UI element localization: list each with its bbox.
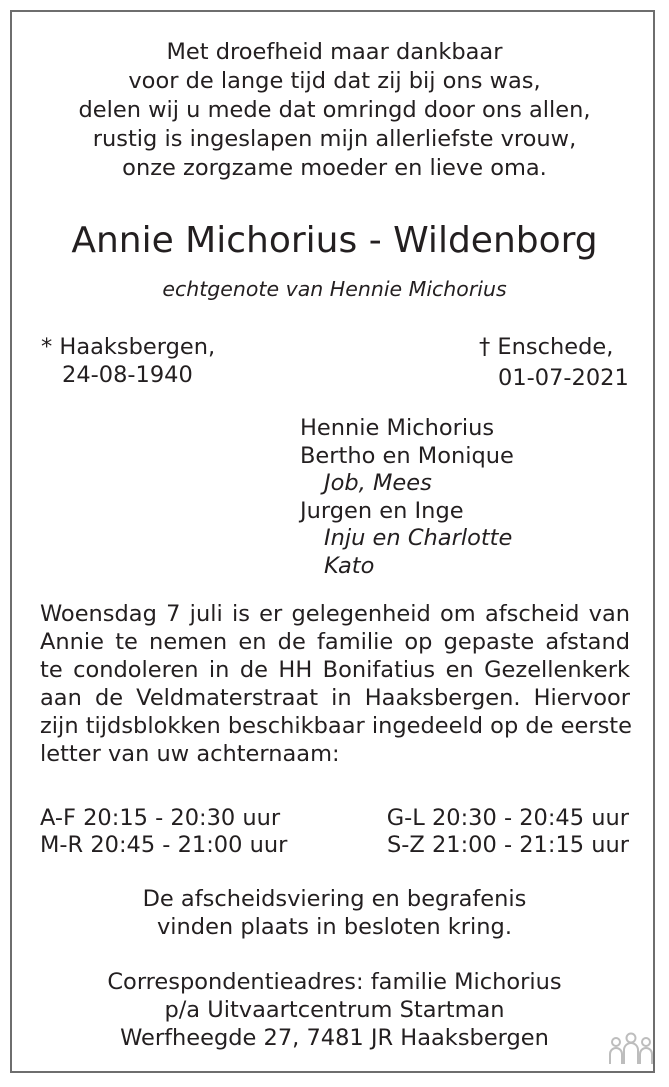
death-place: Enschede, <box>497 334 614 360</box>
timeslot-s-z: S-Z 21:00 - 21:15 uur <box>387 832 629 858</box>
birth-star-icon: * <box>41 334 53 360</box>
intro-line: rustig is ingeslapen mijn allerliefste vrouw, <box>92 126 577 152</box>
birth-date: 24-08-1940 <box>62 362 193 388</box>
closing-line: De afscheidsviering en begrafenis <box>142 886 527 912</box>
intro-line: delen wij u mede dat omringd door ons allen, <box>78 97 591 123</box>
farewell-line: Annie te nemen en de familie op gepaste afstand <box>40 629 630 655</box>
death-date: 01-07-2021 <box>498 365 629 391</box>
family-figures-icon <box>606 1030 656 1070</box>
farewell-paragraph <box>40 600 630 768</box>
family-member: Jurgen en Inge <box>300 497 464 524</box>
intro-line: voor de lange tijd dat zij bij ons was, <box>128 68 541 94</box>
closing-line: vinden plaats in besloten kring. <box>156 914 512 940</box>
family-list <box>300 415 514 580</box>
family-member: Bertho en Monique <box>300 442 514 469</box>
timeslot-m-r: M-R 20:45 - 21:00 uur <box>40 832 288 858</box>
address-line: Werfheegde 27, 7481 JR Haaksbergen <box>120 1025 549 1051</box>
deceased-subtitle: echtgenote van Hennie Michorius <box>162 277 507 301</box>
birth-place: Haaksbergen, <box>59 334 216 360</box>
farewell-line: Woensdag 7 juli is er gelegenheid om afscheid van <box>40 601 630 627</box>
grandchildren: Kato <box>324 552 375 579</box>
correspondence-address <box>0 968 669 1052</box>
grandchildren: Inju en Charlotte <box>324 525 513 551</box>
address-line: p/a Uitvaartcentrum Startman <box>164 997 505 1023</box>
timeslot-g-l: G-L 20:30 - 20:45 uur <box>386 805 629 831</box>
death-cross-icon: † <box>479 334 491 360</box>
farewell-line: aan de Veldmaterstraat in Haaksbergen. Hiervoor <box>40 685 630 711</box>
intro-text <box>0 38 669 183</box>
farewell-line: te condoleren in de HH Bonifatius en Gezellenkerk <box>40 657 630 683</box>
farewell-line: letter van uw achternaam: <box>40 741 340 767</box>
deceased-name: Annie Michorius - Wildenborg <box>71 220 598 261</box>
family-member: Hennie Michorius <box>300 415 495 441</box>
intro-line: Met droefheid maar dankbaar <box>166 39 503 65</box>
death-place-line <box>479 333 613 361</box>
grandchildren: Job, Mees <box>324 470 432 496</box>
closing-text <box>0 885 669 941</box>
intro-line: onze zorgzame moeder en lieve oma. <box>122 155 547 181</box>
farewell-line: zijn tijdsblokken beschikbaar ingedeeld op de eerste <box>40 713 632 739</box>
birth-place-line <box>41 333 215 361</box>
address-line: Correspondentieadres: familie Michorius <box>107 969 562 995</box>
timeslot-a-f: A-F 20:15 - 20:30 uur <box>40 805 281 831</box>
